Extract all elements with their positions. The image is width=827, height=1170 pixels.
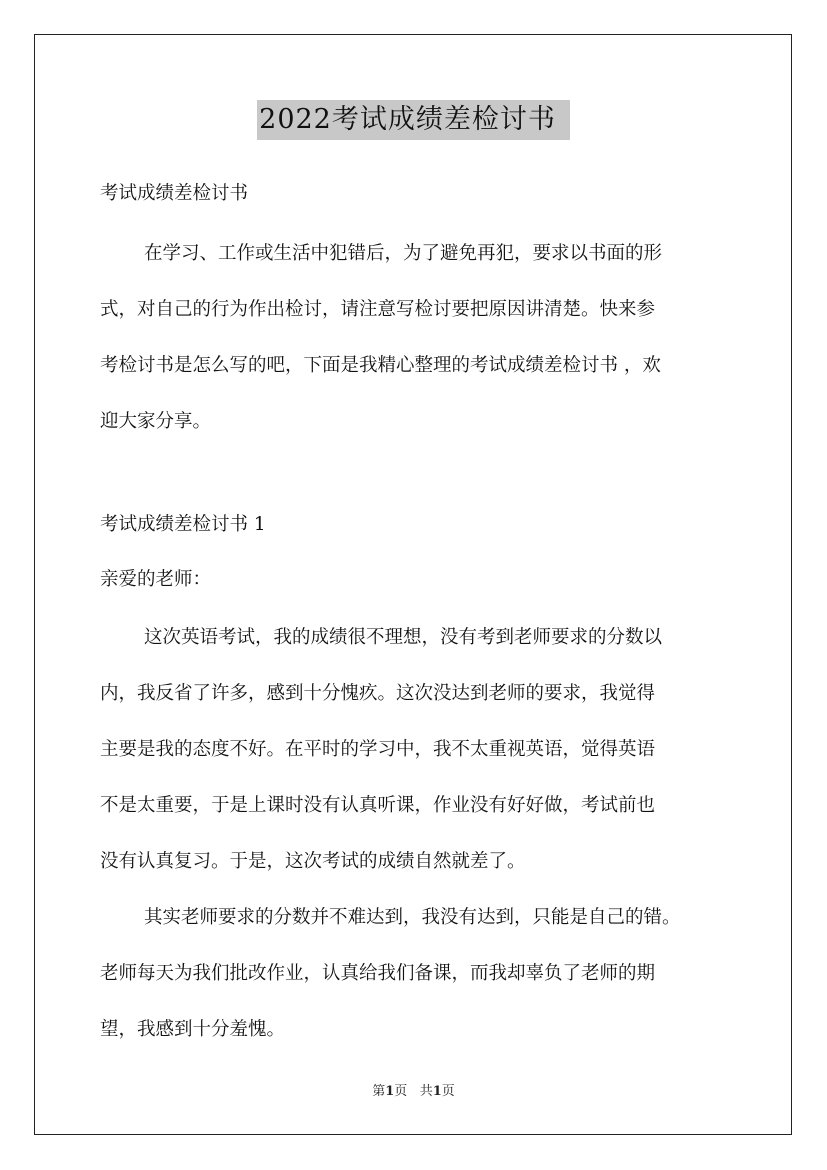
- section-heading: 考试成绩差检讨书 1: [100, 514, 266, 535]
- paragraph-line: 没有认真复习。于是，这次考试的成绩自然就差了。: [100, 851, 526, 872]
- total-pages: 1: [432, 1084, 442, 1099]
- paragraph-line: 这次英语考试，我的成绩很不理想，没有考到老师要求的分数以: [144, 627, 663, 648]
- intro-line: 式，对自己的行为作出检讨，请注意写检讨要把原因讲清楚。快来参: [100, 299, 656, 320]
- title-container: [0, 100, 827, 140]
- total-prefix: 共: [419, 1084, 433, 1099]
- page-suffix: 页: [394, 1084, 408, 1099]
- paragraph-line: 主要是我的态度不好。在平时的学习中，我不太重视英语，觉得英语: [100, 739, 656, 760]
- intro-line: 迎大家分享。: [100, 411, 212, 432]
- paragraph-line: 老师每天为我们批改作业，认真给我们备课，而我却辜负了老师的期: [100, 963, 656, 984]
- page-number: 1: [385, 1084, 395, 1099]
- intro-line: 考检讨书是怎么写的吧，下面是我精心整理的考试成绩差检讨书 ，欢: [100, 355, 661, 376]
- total-suffix: 页: [441, 1084, 455, 1099]
- paragraph-line: 望，我感到十分羞愧。: [100, 1019, 286, 1040]
- page-footer: [0, 1083, 827, 1101]
- paragraph-line: 不是太重要，于是上课时没有认真听课，作业没有好好做，考试前也: [100, 795, 656, 816]
- salutation: 亲爱的老师：: [100, 569, 212, 590]
- document-subtitle: 考试成绩差检讨书: [100, 183, 249, 204]
- paragraph-line: 内，我反省了许多，感到十分愧疚。这次没达到老师的要求，我觉得: [100, 683, 656, 704]
- page-prefix: 第: [372, 1084, 386, 1099]
- document-body: [100, 176, 730, 1058]
- paragraph-line: 其实老师要求的分数并不难达到，我没有达到，只能是自己的错。: [144, 907, 681, 928]
- intro-line: 在学习、工作或生活中犯错后，为了避免再犯，要求以书面的形: [144, 243, 663, 264]
- document-title: 2022考试成绩差检讨书: [257, 100, 570, 140]
- spacer: [100, 450, 730, 500]
